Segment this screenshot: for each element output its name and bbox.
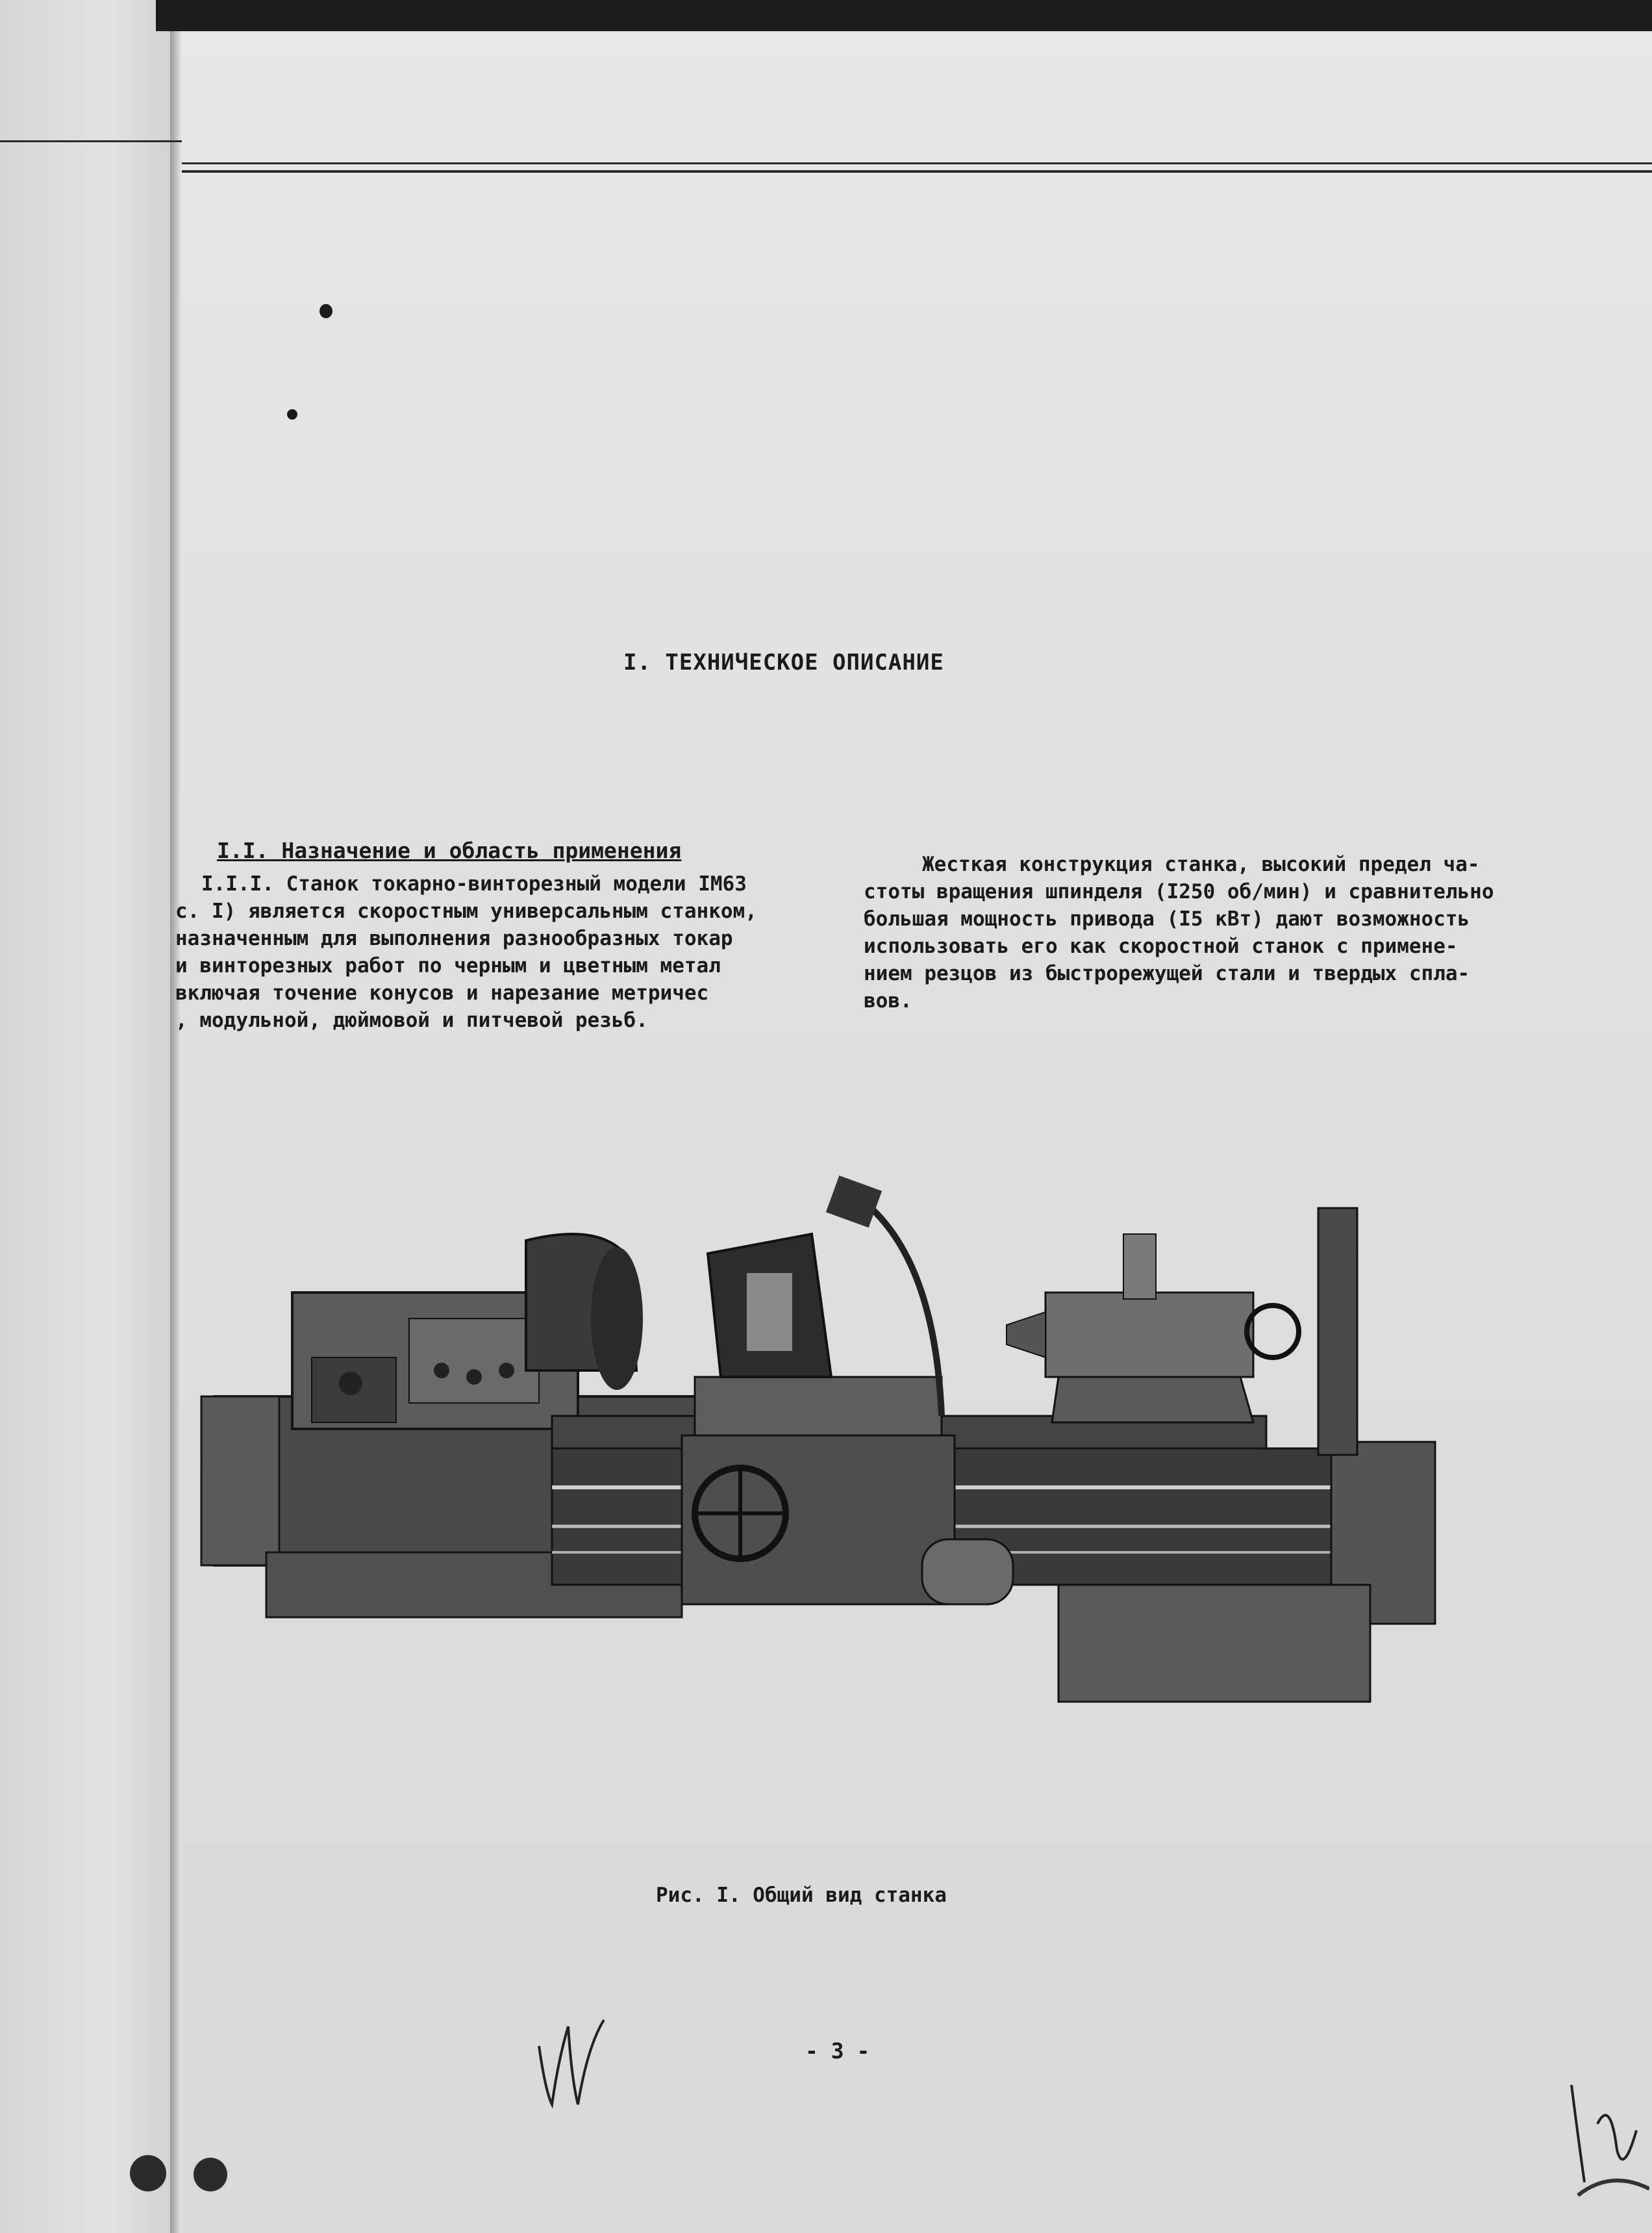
text-line: , модульной, дюймовой и питчевой резьб. (175, 1009, 648, 1032)
handwritten-signature (532, 2007, 617, 2117)
left-strip-rule (0, 140, 182, 142)
text-line: I.I.I. Станок токарно-винторезный модели IМ63 (201, 872, 747, 896)
page-fold-shadow (170, 0, 182, 2233)
text-line: включая точение конусов и нарезание метричес (175, 981, 709, 1005)
ink-blot (319, 304, 332, 318)
subsection-title: I.I. Назначение и область применения (217, 838, 682, 863)
text-line: стоты вращения шпинделя (I250 об/мин) и сравнительно (864, 880, 1494, 903)
header-rule-bottom (182, 170, 1652, 173)
binding-hole (130, 2155, 166, 2191)
text-line: нием резцов из быстрорежущей стали и твердых спла- (864, 962, 1470, 985)
text-line: Жесткая конструкция станка, высокий предел ча- (922, 853, 1480, 876)
text-line: большая мощность привода (I5 кВт) дают возможность (864, 907, 1470, 931)
right-text-column (864, 851, 1558, 1015)
handwritten-mark (1558, 2072, 1649, 2202)
section-title: I. ТЕХНИЧЕСКОЕ ОПИСАНИЕ (623, 650, 944, 675)
header-rule-top (182, 162, 1652, 164)
text-line: вов. (864, 989, 912, 1013)
scan-top-edge (156, 0, 1652, 31)
left-page-strip (0, 0, 182, 2233)
text-line: и винторезных работ по черным и цветным метал (175, 954, 721, 978)
text-line: с. I) является скоростным универсальным станком, (175, 900, 757, 923)
binding-hole (194, 2158, 227, 2191)
ink-blot (287, 409, 297, 420)
figure-caption: Рис. I. Общий вид станка (656, 1884, 947, 1907)
text-line: назначенным для выполнения разнообразных токар (175, 927, 733, 950)
text-line: использовать его как скоростной станок с примене- (864, 935, 1458, 958)
page-number: - 3 - (805, 2038, 870, 2063)
lathe-machine-illustration (188, 1163, 1461, 1786)
left-text-column (175, 870, 831, 1034)
